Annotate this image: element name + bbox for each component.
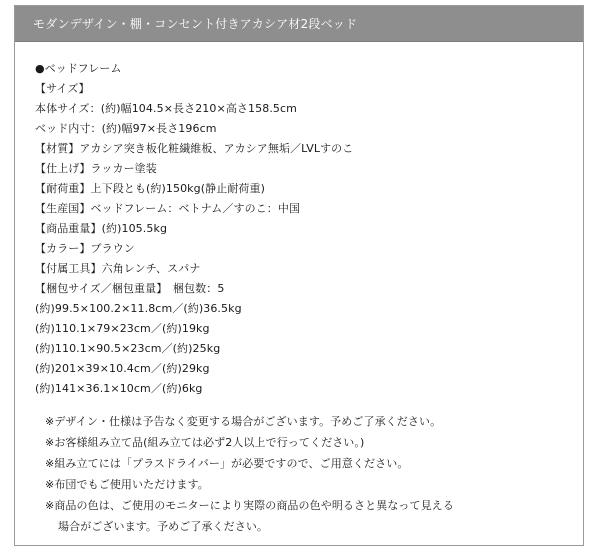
spec-list xyxy=(35,59,353,399)
spec-body-size: 本体サイズ：(約)幅104.5×長さ210×高さ158.5cm xyxy=(35,102,297,115)
spec-packaging-heading: 【梱包サイズ／梱包重量】 梱包数：5 xyxy=(35,282,225,295)
spec-weight: 【商品重量】(約)105.5kg xyxy=(35,222,168,235)
note-assembly: ※お客様組み立て品(組み立ては必ず2人以上で行ってください。) xyxy=(45,436,365,449)
spec-inner-size: ベッド内寸：(約)幅97×長さ196cm xyxy=(35,122,217,135)
title-bar xyxy=(15,6,583,42)
note-monitor-color: ※商品の色は、ご使用のモニターにより実際の商品の色や明るさと異なって見える xyxy=(45,499,454,512)
notes-list xyxy=(45,411,454,537)
spec-heading-frame: ●ベッドフレーム xyxy=(35,62,122,75)
note-screwdriver: ※組み立てには「プラスドライバー」が必要ですので、ご用意ください。 xyxy=(45,457,409,470)
spec-tools: 【付属工具】六角レンチ、スパナ xyxy=(35,262,201,275)
spec-package-5: (約)141×36.1×10cm／(約)6kg xyxy=(35,382,203,395)
spec-material: 【材質】アカシア突き板化粧繊維板、アカシア無垢／LVLすのこ xyxy=(35,142,354,155)
spec-package-2: (約)110.1×79×23cm／(約)19kg xyxy=(35,322,210,335)
note-design-change: ※デザイン・仕様は予告なく変更する場合がございます。予めご了承ください。 xyxy=(45,415,442,428)
spec-origin: 【生産国】ベッドフレーム：ベトナム／すのこ：中国 xyxy=(35,202,301,215)
spec-finish: 【仕上げ】ラッカー塗装 xyxy=(35,162,157,175)
spec-package-4: (約)201×39×10.4cm／(約)29kg xyxy=(35,362,210,375)
note-futon: ※布団でもご使用いただけます。 xyxy=(45,478,209,491)
product-title: モダンデザイン・棚・コンセント付きアカシア材2段ベッド xyxy=(33,17,358,31)
note-monitor-color-cont: 場合がございます。予めご了承ください。 xyxy=(58,520,269,533)
spec-load-capacity: 【耐荷重】上下段とも(約)150kg(静止耐荷重) xyxy=(35,182,266,195)
spec-color: 【カラー】ブラウン xyxy=(35,242,135,255)
product-spec-panel xyxy=(14,5,584,546)
spec-heading-size: 【サイズ】 xyxy=(35,82,90,95)
spec-package-1: (約)99.5×100.2×11.8cm／(約)36.5kg xyxy=(35,302,242,315)
spec-package-3: (約)110.1×90.5×23cm／(約)25kg xyxy=(35,342,221,355)
